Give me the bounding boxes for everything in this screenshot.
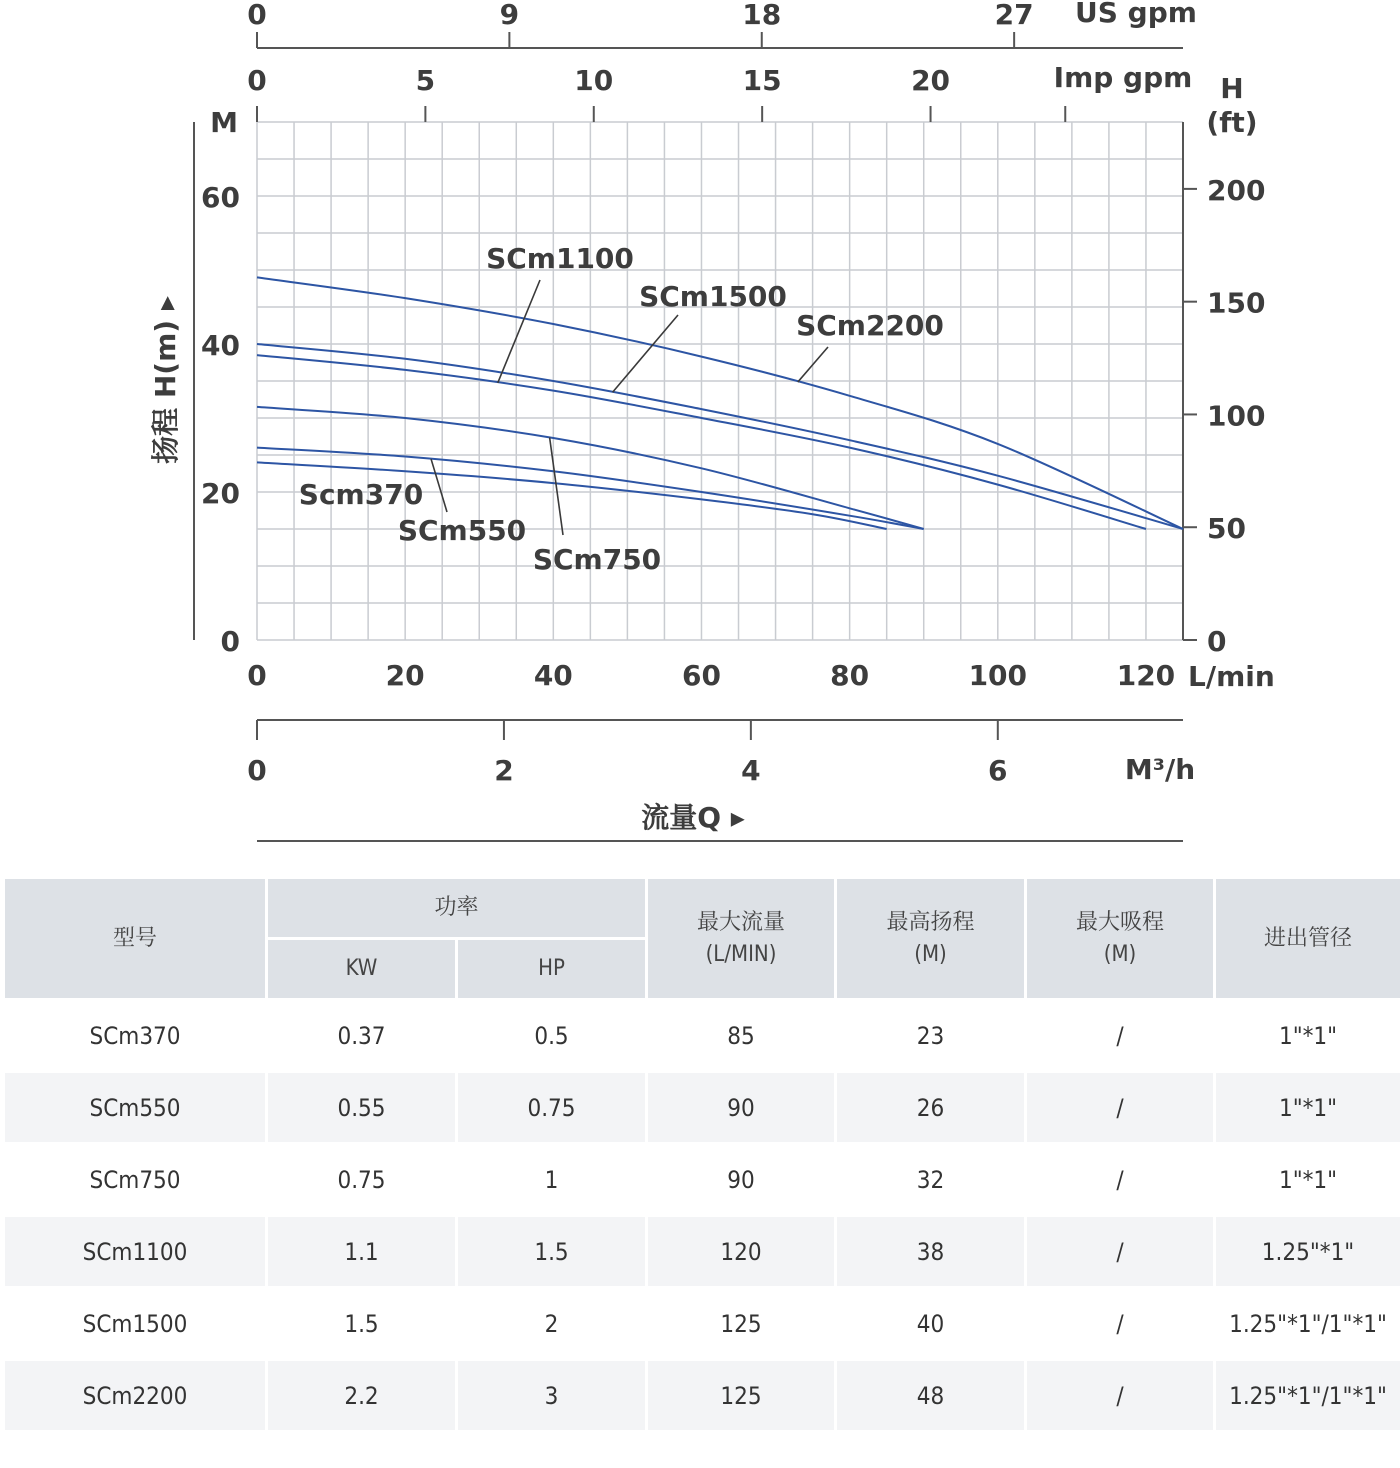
cell-max-suction: / (1026, 1216, 1215, 1288)
table-row (4, 1360, 1400, 1432)
us-gpm-tick-label: 27 (994, 0, 1034, 31)
cell-model: SCm550 (4, 1072, 267, 1144)
cell-max-suction: / (1026, 1072, 1215, 1144)
imp-gpm-tick-label: 10 (574, 64, 614, 97)
cell-pipe: 1"*1" (1215, 1072, 1400, 1144)
y-tick-label: 60 (201, 181, 240, 214)
m3h-axis-unit-label: M³/h (1124, 753, 1196, 786)
header-max-flow: 最大流量 (L/MIN) (647, 878, 836, 1000)
m3h-tick-label: 0 (247, 754, 267, 787)
label-scm750: SCm750 (532, 543, 662, 576)
right-axis-title-line2: (ft) (1206, 106, 1258, 139)
y-axis-title: 扬程 H(m) ▸ (149, 296, 182, 464)
x-axis-title: 流量Q ▸ (641, 801, 745, 834)
m3h-tick-label: 4 (741, 754, 761, 787)
header-model: 型号 (4, 878, 267, 1000)
header-hp: HP (457, 939, 647, 1000)
x-tick-label: 120 (1116, 659, 1176, 692)
cell-max-suction: / (1026, 1288, 1215, 1360)
right-tick-label: 0 (1207, 625, 1227, 658)
x-tick-label: 20 (385, 659, 425, 692)
cell-max-flow: 85 (647, 1000, 836, 1072)
y-tick-label: 40 (201, 329, 240, 362)
cell-max-head: 40 (836, 1288, 1026, 1360)
cell-pipe: 1"*1" (1215, 1144, 1400, 1216)
right-tick-label: 100 (1207, 399, 1266, 433)
x-tick-label: 40 (533, 659, 573, 692)
y-axis-unit-label: M (210, 106, 238, 139)
leader-scm1100 (498, 280, 540, 383)
cell-hp: 2 (457, 1288, 647, 1360)
label-scm2200: SCm2200 (796, 309, 944, 342)
us-gpm-tick-label: 18 (742, 0, 782, 31)
cell-kw: 0.75 (267, 1144, 457, 1216)
header-max-suction: 最大吸程 (M) (1026, 878, 1215, 1000)
pump-spec-table (2, 876, 1400, 1433)
cell-max-head: 23 (836, 1000, 1026, 1072)
imp-gpm-unit-label: Imp gpm (1053, 61, 1193, 94)
cell-max-suction: / (1026, 1000, 1215, 1072)
right-axis-title-line1: H (1220, 72, 1244, 105)
cell-max-head: 26 (836, 1072, 1026, 1144)
cell-kw: 1.1 (267, 1216, 457, 1288)
table-row (4, 1000, 1400, 1072)
leader-scm750 (550, 437, 563, 535)
cell-hp: 0.75 (457, 1072, 647, 1144)
imp-gpm-tick-label: 15 (742, 64, 782, 97)
right-tick-label: 200 (1207, 173, 1266, 207)
us-gpm-tick-label: 9 (499, 0, 520, 31)
cell-kw: 1.5 (267, 1288, 457, 1360)
cell-pipe: 1.25"*1"/1"*1" (1215, 1288, 1400, 1360)
cell-max-flow: 125 (647, 1360, 836, 1432)
m3h-tick-label: 6 (988, 754, 1008, 787)
cell-max-flow: 90 (647, 1072, 836, 1144)
cell-pipe: 1.25"*1" (1215, 1216, 1400, 1288)
cell-max-head: 38 (836, 1216, 1026, 1288)
cell-pipe: 1"*1" (1215, 1000, 1400, 1072)
cell-max-flow: 120 (647, 1216, 836, 1288)
x-tick-label: 80 (830, 659, 870, 692)
label-scm1100: SCm1100 (486, 242, 634, 275)
cell-kw: 0.37 (267, 1000, 457, 1072)
header-power: 功率 (267, 878, 647, 939)
cell-max-head: 48 (836, 1360, 1026, 1432)
label-scm550: SCm550 (397, 514, 527, 547)
cell-max-suction: / (1026, 1144, 1215, 1216)
label-scm1500: SCm1500 (639, 280, 787, 313)
cell-model: SCm1500 (4, 1288, 267, 1360)
cell-max-head: 32 (836, 1144, 1026, 1216)
cell-kw: 2.2 (267, 1360, 457, 1432)
cell-kw: 0.55 (267, 1072, 457, 1144)
cell-max-flow: 90 (647, 1144, 836, 1216)
x-tick-label: 0 (247, 659, 267, 692)
right-tick-label: 150 (1207, 286, 1266, 320)
cell-hp: 1 (457, 1144, 647, 1216)
m3h-tick-label: 2 (494, 754, 514, 787)
imp-gpm-tick-label: 0 (247, 64, 267, 97)
y-tick-label: 0 (220, 625, 240, 658)
header-kw: KW (267, 939, 457, 1000)
header-max-head: 最高扬程 (M) (836, 878, 1026, 1000)
x-tick-label: 60 (681, 659, 721, 692)
cell-hp: 0.5 (457, 1000, 647, 1072)
cell-hp: 3 (457, 1360, 647, 1432)
cell-pipe: 1.25"*1"/1"*1" (1215, 1360, 1400, 1432)
table-row (4, 1072, 1400, 1144)
label-scm370: Scm370 (298, 478, 424, 511)
x-tick-label: 100 (968, 659, 1028, 692)
leader-scm550 (431, 459, 447, 512)
cell-hp: 1.5 (457, 1216, 647, 1288)
cell-model: SCm2200 (4, 1360, 267, 1432)
us-gpm-unit-label: US gpm (1075, 0, 1197, 29)
y-tick-label: 20 (201, 477, 240, 510)
cell-model: SCm750 (4, 1144, 267, 1216)
imp-gpm-tick-label: 20 (911, 64, 951, 97)
table-row (4, 1144, 1400, 1216)
table-row (4, 1216, 1400, 1288)
cell-model: SCm1100 (4, 1216, 267, 1288)
imp-gpm-tick-label: 5 (415, 64, 436, 97)
us-gpm-tick-label: 0 (247, 0, 267, 31)
cell-max-suction: / (1026, 1360, 1215, 1432)
table-row (4, 1288, 1400, 1360)
right-tick-label: 50 (1207, 512, 1246, 546)
cell-model: SCm370 (4, 1000, 267, 1072)
x-axis-unit-label: L/min (1188, 660, 1275, 693)
cell-max-flow: 125 (647, 1288, 836, 1360)
header-pipe-size: 进出管径 (1215, 878, 1400, 1000)
